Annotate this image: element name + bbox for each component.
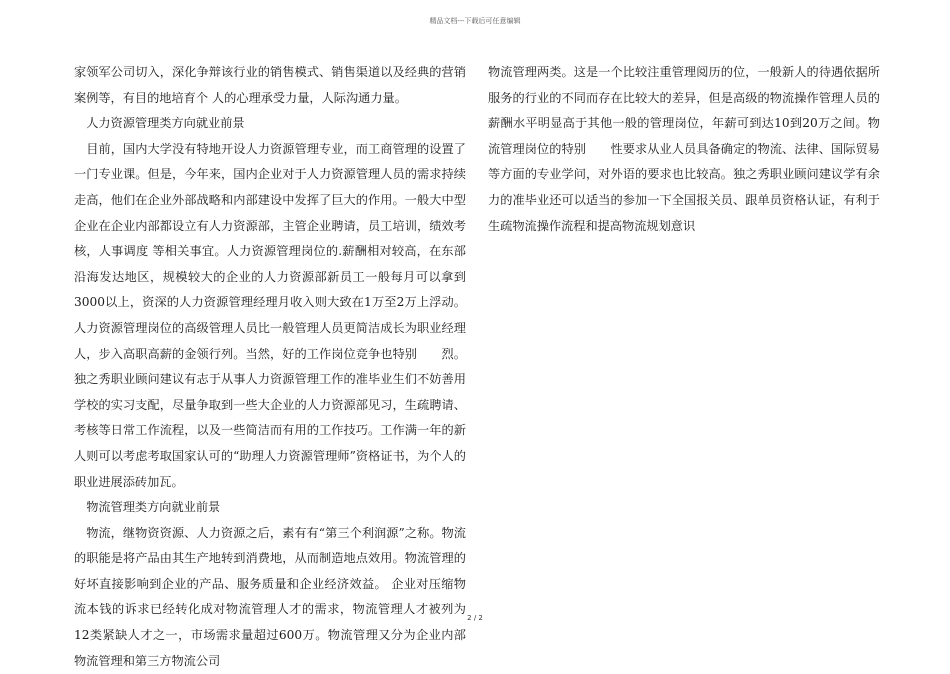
page-header: 精品文档---下载后可任意编辑: [429, 17, 521, 25]
page-number: 2 / 2: [467, 614, 483, 622]
paragraph: 物流管理两类。这是一个比较注重管理阅历的位，一般新人的待遇依据所服务的行业的不同而存在比较大的差异，但是高级的物流操作管理人员的薪酬水平明显高于其他一般的管理岗位，年薪可到达10到20万之间。物流管理岗位的特别 性要求从业人员具备确定的物流、法律、国际贸易等方面的专业学问，对外语的要求也比较高。独之秀职业顾问建议学有余力的准毕业还可以适当的参加一下全国报关员、跟单员资格认证，有利于生疏物流操作流程和提高物流规划意识: [488, 65, 880, 233]
left-column: [74, 60, 466, 674]
section-heading: 人力资源管理类方向就业前景: [86, 116, 245, 131]
paragraph: 物流，继物资资源、人力资源之后，素有有“第三个利润源”之称。物流的职能是将产品由其生产地转到消费地，从而制造地点效用。物流管理的好坏直接影响到企业的产品、服务质量和企业经济效益。 企业对压缩物流本钱的诉求已经转化成对物流管理人才的需求，物流管理人才被列为12类紧缺人才之一，市场需求量超过600万。物流管理又分为企业内部物流管理和第三方物流公司: [74, 525, 466, 668]
paragraph: 目前，国内大学没有特地开设人力资源管理专业，而工商管理的设置了一门专业课。但是，今年来，国内企业对于人力资源管理人员的需求持续走高，他们在企业外部战略和内部建设中发挥了巨大的作用。一般大中型企业在企业内部都设立有人力资源部，主管企业聘请，员工培训，绩效考核，人事调度 等相关事宜。人力资源管理岗位的.薪酬相对较高，在东部沿海发达地区，规模较大的企业的人力资源部新员工一般每月可以拿到3000以上，资深的人力资源管理经理月收入则大致在1万至2万上浮动。人力资源管理岗位的高级管理人员比一般管理人员更简洁成长为职业经理人，步入高职高薪的金领行列。当然，好的工作岗位竞争也特别 烈。独之秀职业顾问建议有志于从事人力资源管理工作的准毕业生们不妨善用学校的实习支配，尽量争取到一些大企业的人力资源部见习，生疏聘请、考核等日常工作流程，以及一些简洁而有用的工作技巧。工作满一年的新人则可以考虑考取国家认可的“助理人力资源管理师”资格证书，为个人的职业进展添砖加瓦。: [74, 141, 466, 489]
section-heading: 物流管理类方向就业前景: [86, 500, 221, 515]
paragraph: 家领军公司切入，深化争辩该行业的销售模式、销售渠道以及经典的营销案例等，有目的地培育个 人的心理承受力量，人际沟通力量。: [74, 65, 466, 105]
right-column: [488, 60, 880, 239]
